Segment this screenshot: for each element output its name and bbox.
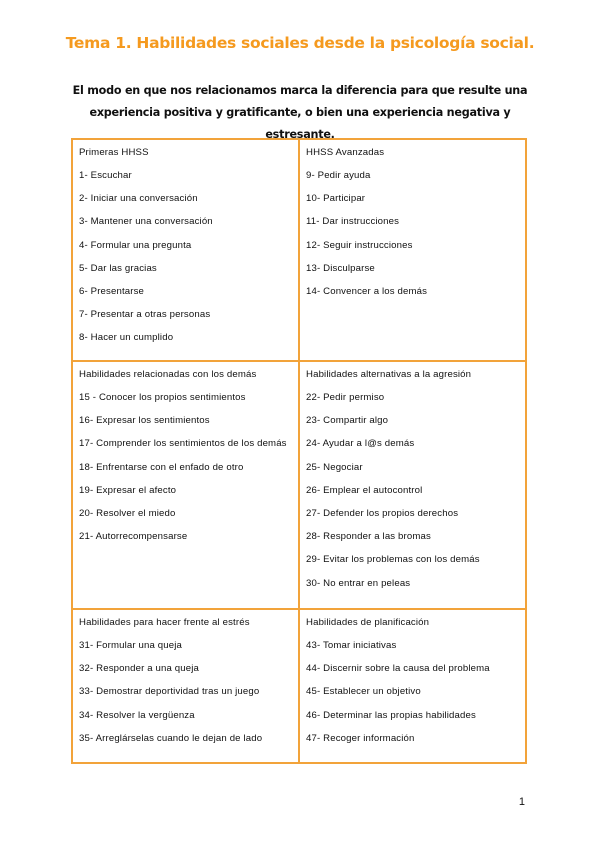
section-title: Habilidades relacionadas con los demás xyxy=(79,369,257,380)
document-title: Tema 1. Habilidades sociales desde la psicología social. xyxy=(65,34,535,52)
skill-item: 30- No entrar en peleas xyxy=(306,577,411,589)
section-alternativas-agresion xyxy=(300,362,527,610)
skill-item: 34- Resolver la vergüenza xyxy=(79,709,195,721)
skill-item: 35- Arreglárselas cuando le dejan de lado xyxy=(79,732,263,744)
skill-item: 8- Hacer un cumplido xyxy=(79,332,174,344)
skill-item: 4- Formular una pregunta xyxy=(79,239,192,251)
skill-item: 22- Pedir permiso xyxy=(306,392,385,403)
skill-list xyxy=(79,639,298,746)
skill-item: 5- Dar las gracias xyxy=(79,262,157,274)
skill-list xyxy=(306,639,527,746)
section-title: Habilidades alternativas a la agresión xyxy=(306,369,472,380)
section-hhss-avanzadas xyxy=(300,140,527,362)
skill-item: 10- Participar xyxy=(306,193,366,205)
skill-item: 23- Compartir algo xyxy=(306,415,389,427)
skill-item: 46- Determinar las propias habilidades xyxy=(306,709,476,721)
skills-table xyxy=(71,138,527,764)
section-title: Primeras HHSS xyxy=(79,147,149,158)
skill-item: 9- Pedir ayuda xyxy=(306,170,371,181)
section-title: Habilidades de planificación xyxy=(306,617,430,628)
skill-item: 43- Tomar iniciativas xyxy=(306,640,397,651)
skill-item: 27- Defender los propios derechos xyxy=(306,507,459,519)
section-primeras-hhss xyxy=(73,140,300,362)
skill-item: 28- Responder a las bromas xyxy=(306,531,431,543)
skill-item: 14- Convencer a los demás xyxy=(306,285,428,297)
skill-item: 2- Iniciar una conversación xyxy=(79,193,198,205)
skill-item: 45- Establecer un objetivo xyxy=(306,686,421,698)
section-estres xyxy=(73,610,300,762)
skill-item: 1- Escuchar xyxy=(79,170,132,181)
skill-item: 21- Autorrecompensarse xyxy=(79,531,188,543)
skill-list xyxy=(79,169,298,345)
skill-item: 12- Seguir instrucciones xyxy=(306,239,413,251)
skill-item: 26- Emplear el autocontrol xyxy=(306,484,423,496)
skill-item: 17- Comprender los sentimientos de los demás xyxy=(79,438,287,450)
skill-item: 32- Responder a una queja xyxy=(79,663,200,675)
skill-item: 13- Disculparse xyxy=(306,262,375,274)
skill-item: 20- Resolver el miedo xyxy=(79,507,176,519)
skill-item: 3- Mantener una conversación xyxy=(79,216,213,228)
skill-item: 33- Demostrar deportividad tras un juego xyxy=(79,686,260,698)
skill-item: 47- Recoger información xyxy=(306,732,415,744)
skill-item: 11- Dar instrucciones xyxy=(306,216,400,228)
intro-paragraph: El modo en que nos relacionamos marca la diferencia para que resulte una experiencia positiva y gratificante, o bien una experiencia negativa y estresante. xyxy=(72,84,528,141)
skill-item: 15 - Conocer los propios sentimientos xyxy=(79,392,246,403)
skill-list xyxy=(79,391,298,544)
skill-item: 31- Formular una queja xyxy=(79,640,183,651)
section-title: Habilidades para hacer frente al estrés xyxy=(79,617,250,628)
skill-item: 19- Expresar el afecto xyxy=(79,484,177,496)
section-planificacion xyxy=(300,610,527,762)
page-number: 1 xyxy=(518,796,525,808)
skill-item: 6- Presentarse xyxy=(79,285,145,297)
section-relacionadas-demas xyxy=(73,362,300,610)
skill-item: 44- Discernir sobre la causa del problema xyxy=(306,663,490,675)
section-title: HHSS Avanzadas xyxy=(306,147,385,158)
skill-item: 25- Negociar xyxy=(306,461,363,473)
skill-item: 7- Presentar a otras personas xyxy=(79,309,211,321)
skill-item: 29- Evitar los problemas con los demás xyxy=(306,554,480,566)
skill-item: 18- Enfrentarse con el enfado de otro xyxy=(79,461,244,473)
skill-list xyxy=(306,391,527,591)
skill-item: 16- Expresar los sentimientos xyxy=(79,415,210,427)
skill-item: 24- Ayudar a l@s demás xyxy=(306,438,415,450)
skill-list xyxy=(306,169,527,299)
